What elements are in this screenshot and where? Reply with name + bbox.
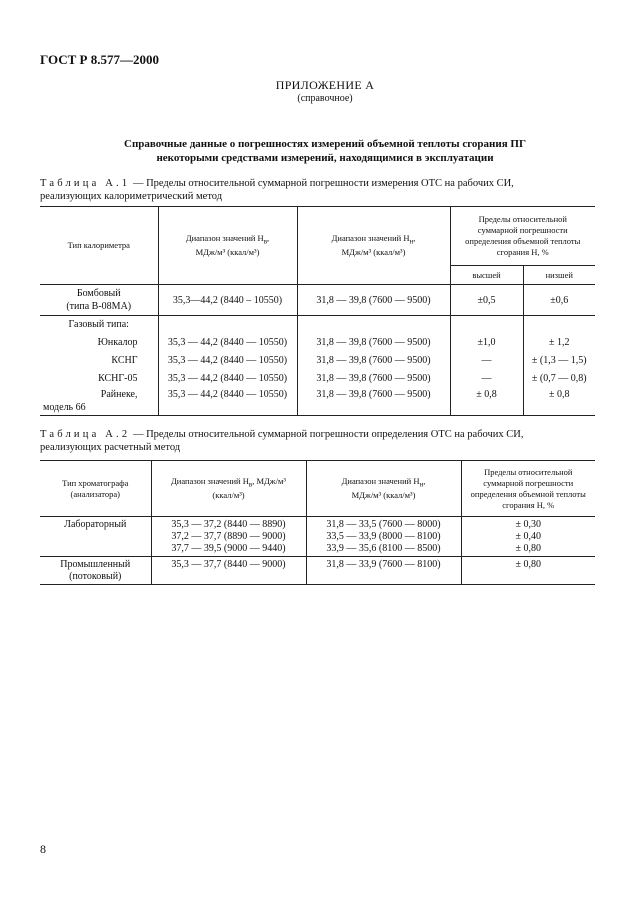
annex-subtitle: (справочное): [297, 93, 353, 104]
table-row: [40, 285, 595, 316]
section-heading-line2: некоторыми средствами измерений, находящимися в эксплуатации: [156, 152, 494, 164]
t2-ind-hv: 35,3 — 37,7 (8440 — 9000): [151, 557, 306, 585]
annex-title: ПРИЛОЖЕНИЕ А: [275, 78, 375, 92]
section-heading-line1: Справочные данные о погрешностях измерений объемной теплоты сгорания ПГ: [124, 138, 526, 150]
table-row: [40, 334, 595, 352]
t1-gas-group: Газовый типа:: [40, 316, 158, 334]
table-row: [40, 370, 595, 388]
t2-lab-type: Лабораторный: [40, 517, 151, 557]
t2-header-hn: Диапазон значений $H_н$, МДж/м³ (ккал/м³): [306, 461, 461, 517]
table1-caption-text: — Пределы относительной суммарной погрешности измерения ОТС на рабочих СИ,: [130, 178, 514, 189]
table2-caption-line2: реализующих расчетный метод: [40, 442, 181, 453]
t1-row2-hv: 35,3 — 44,2 (8440 — 10550): [158, 352, 297, 370]
table1-caption: [40, 177, 595, 203]
section-heading: [60, 137, 590, 165]
t1-row1-hv: 35,3 — 44,2 (8440 — 10550): [158, 334, 297, 352]
t1-row1-type: Юнкалор: [40, 334, 158, 352]
t1-row1-higher: ±1,0: [450, 334, 523, 352]
table-row: [40, 557, 595, 585]
t2-ind-hn: 31,8 — 33,9 (7600 — 8100): [306, 557, 461, 585]
t1-row4-hv: 35,3 — 44,2 (8440 — 10550): [158, 388, 297, 416]
t2-lab-hv: 35,3 — 37,2 (8440 — 8890) 37,2 — 37,7 (8890 — 9000) 37,7 — 39,5 (9000 — 9440): [151, 517, 306, 557]
t1-row2-type: КСНГ: [40, 352, 158, 370]
t2-header-limits: Пределы относительной суммарной погрешности определения объемной теплоты сгорания H, %: [461, 461, 595, 517]
t1-row3-lower: ± (0,7 — 0,8): [531, 373, 587, 384]
t1-bomb-lower: ±0,6: [523, 285, 595, 316]
table-row: [40, 316, 595, 334]
t1-row3-higher: —: [450, 370, 523, 388]
table2-label: Таблица А.2: [40, 429, 131, 440]
t1-header-hv: Диапазон значений $H_в$, МДж/м³ (ккал/м³): [158, 207, 297, 285]
t1-row1-lower: ± 1,2: [549, 337, 570, 348]
t1-bomb-higher: ±0,5: [450, 285, 523, 316]
table1-caption-line2: реализующих калориметрический метод: [40, 191, 223, 202]
table1: [40, 206, 595, 416]
t1-row1-hn: 31,8 — 39,8 (7600 — 9500): [297, 334, 450, 352]
t2-lab-limits: ± 0,30 ± 0,40 ± 0,80: [461, 517, 595, 557]
t1-row2-hn: 31,8 — 39,8 (7600 — 9500): [297, 352, 450, 370]
t1-bomb-hn: 31,8 — 39,8 (7600 — 9500): [297, 285, 450, 316]
page-number: 8: [40, 842, 46, 856]
t1-row2-lower: ± (1,3 — 1,5): [531, 355, 587, 366]
table-row: [40, 352, 595, 370]
t1-row4-hn: 31,8 — 39,8 (7600 — 9500): [297, 388, 450, 416]
t1-header-higher: высшей: [450, 266, 523, 285]
t2-lab-hn: 31,8 — 33,5 (7600 — 8000) 33,5 — 33,9 (8000 — 8100) 33,9 — 35,6 (8100 — 8500): [306, 517, 461, 557]
t1-row2-higher: —: [450, 352, 523, 370]
table2-caption: [40, 428, 595, 454]
t1-row4-higher: ± 0,8: [450, 388, 523, 416]
t2-ind-limits: ± 0,80: [461, 557, 595, 585]
t1-row3-hn: 31,8 — 39,8 (7600 — 9500): [297, 370, 450, 388]
table2-caption-text: — Пределы относительной суммарной погрешности определения ОТС на рабочих СИ,: [130, 429, 524, 440]
t1-row3-hv: 35,3 — 44,2 (8440 — 10550): [158, 370, 297, 388]
t1-bomb-type: Бомбовый (типа В-08МА): [40, 285, 158, 316]
table-row: [40, 388, 595, 416]
t1-bomb-hv: 35,3—44,2 (8440 – 10550): [158, 285, 297, 316]
t1-header-type: Тип калориметра: [40, 207, 158, 285]
t1-row3-type: КСНГ-05: [40, 370, 158, 388]
t2-ind-type: Промышленный (потоковый): [40, 557, 151, 585]
t1-header-hn: Диапазон значений $H_н$, МДж/м³ (ккал/м³): [297, 207, 450, 285]
table-row: [40, 517, 595, 557]
t1-row4-lower: ± 0,8: [523, 388, 595, 416]
t2-header-hv: Диапазон значений $H_в$, МДж/м³ (ккал/м³): [151, 461, 306, 517]
t1-header-lower: низшей: [523, 266, 595, 285]
document-code: ГОСТ Р 8.577—2000: [40, 52, 159, 67]
t1-header-limits: Пределы относительной суммарной погрешности определения объемной теплоты сгорания H, %: [450, 207, 595, 266]
table1-label: Таблица А.1: [40, 178, 131, 189]
table2: [40, 460, 595, 585]
t2-header-type: Тип хроматографа (анализатора): [40, 461, 151, 517]
t1-row4-type: Райнеке, модель 66: [40, 388, 158, 416]
